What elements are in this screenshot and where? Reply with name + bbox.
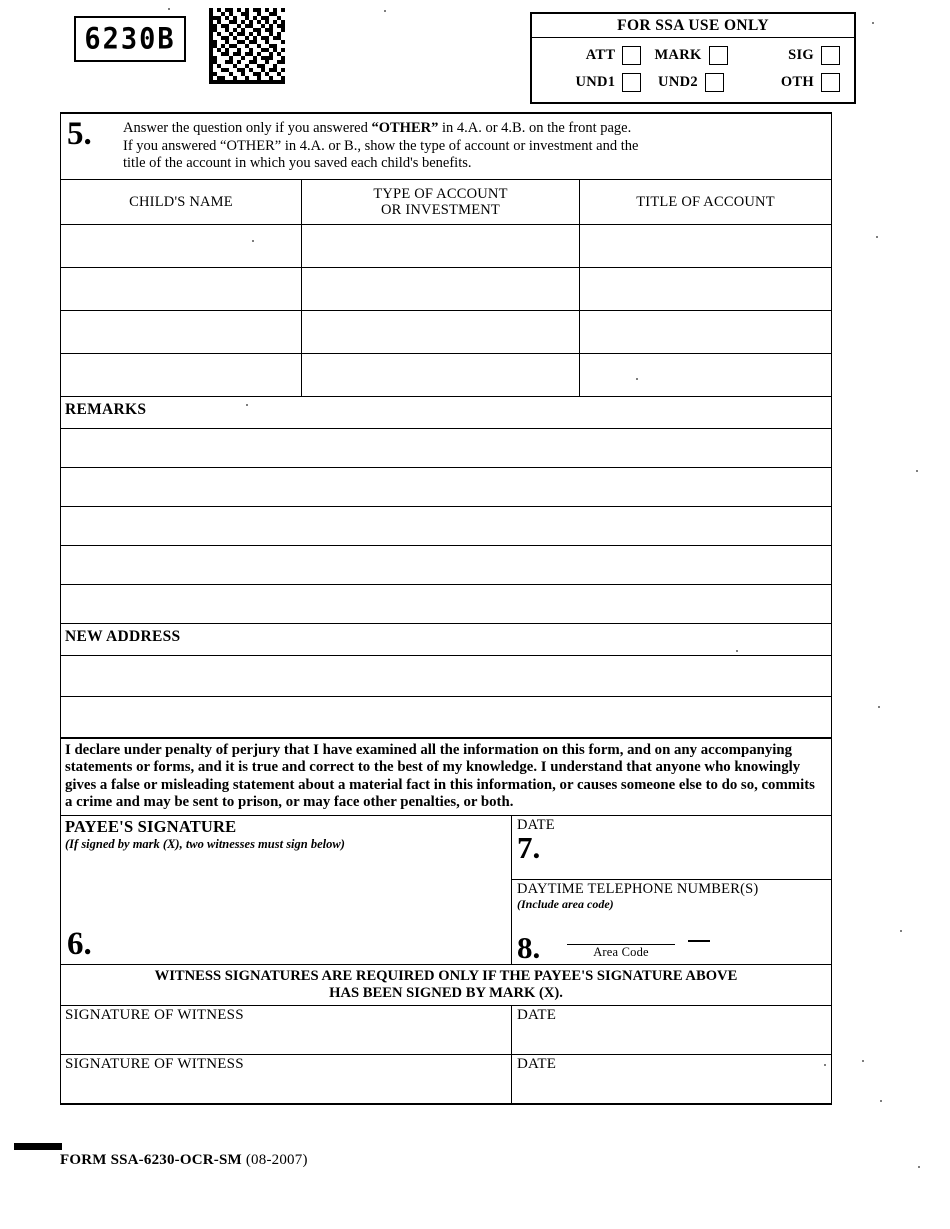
ssa-checkbox-grid <box>532 38 854 98</box>
footer-black-bar <box>14 1143 62 1150</box>
witness-date-label: DATE <box>517 1006 557 1023</box>
witness-date-cell[interactable] <box>511 1055 831 1103</box>
checkbox-icon[interactable] <box>821 46 840 65</box>
telephone-cell[interactable] <box>512 880 831 964</box>
scan-speckle <box>168 8 170 10</box>
new-address-section-header <box>61 624 831 656</box>
new-address-line[interactable] <box>61 697 831 739</box>
new-address-line[interactable] <box>61 656 831 697</box>
date-and-phone-column <box>511 816 831 964</box>
scan-speckle <box>636 378 638 380</box>
scan-speckle <box>736 650 738 652</box>
ssa-use-only-title: FOR SSA USE ONLY <box>532 14 854 38</box>
column-header-title-of-account: TITLE OF ACCOUNT <box>579 180 831 224</box>
witness-requirement-note <box>61 965 831 1005</box>
scan-speckle <box>246 404 248 406</box>
scan-speckle <box>824 1064 826 1066</box>
payee-signature-label: PAYEE'S SIGNATURE <box>65 817 237 837</box>
scan-speckle <box>878 706 880 708</box>
item-5-line-2: If you answered “OTHER” in 4.A. or B., show the type of account or investment and the <box>123 137 639 154</box>
witness-date-cell[interactable] <box>511 1006 831 1054</box>
cell-type-of-account[interactable] <box>301 268 579 310</box>
form-revision-date: (08-2007) <box>241 1152 308 1168</box>
ssa-checkbox-sig[interactable] <box>741 46 844 65</box>
item-5-line-3: title of the account in which you saved each child's benefits. <box>123 155 472 172</box>
cell-title-of-account[interactable] <box>579 268 831 310</box>
accounts-table <box>61 180 831 397</box>
payee-signature-cell[interactable] <box>61 816 511 964</box>
phone-dash-separator <box>688 940 710 942</box>
ssa-checkbox-mark-label: MARK <box>654 47 702 63</box>
witness-row <box>61 1055 831 1105</box>
witness-signature-label: SIGNATURE OF WITNESS <box>65 1055 244 1072</box>
ssa-checkbox-att[interactable] <box>542 46 641 65</box>
remarks-line[interactable] <box>61 585 831 624</box>
witness-row <box>61 1006 831 1055</box>
witness-signature-cell[interactable] <box>61 1006 511 1054</box>
form-code-box <box>74 16 186 62</box>
form-code-text: 6230B <box>84 22 176 56</box>
item-6-number: 6. <box>67 925 92 962</box>
ssa-checkbox-und1[interactable] <box>542 73 641 92</box>
declaration-paragraph: I declare under penalty of perjury that I have examined all the information on this form, and on any accompanying statements or forms, and it is true and correct to the best of my knowledge. I understand that anyone who knowingly gives a false or misleading statement about a material fact in this information, or causes someone else to do so, commits a crime and may be sent to prison, or may face other penalties, or both. <box>61 739 831 816</box>
item-5-line-1: Answer the question only if you answered “OTHER” in 4.A. or 4.B. on the front page. <box>123 120 632 136</box>
witness-signature-cell[interactable] <box>61 1055 511 1103</box>
ssa-checkbox-und2[interactable] <box>641 73 740 92</box>
checkbox-icon[interactable] <box>709 46 728 65</box>
date-label: DATE <box>517 817 555 834</box>
table-row[interactable] <box>61 225 831 268</box>
remarks-section-header <box>61 397 831 429</box>
cell-title-of-account[interactable] <box>579 225 831 267</box>
witness-note-line-2: HAS BEEN SIGNED BY MARK (X). <box>329 984 563 1001</box>
column-header-type-of-account <box>301 180 579 224</box>
scan-speckle <box>918 1166 920 1168</box>
form-number: FORM SSA-6230-OCR-SM <box>60 1152 242 1168</box>
accounts-table-header <box>61 180 831 225</box>
remarks-line[interactable] <box>61 468 831 507</box>
cell-childs-name[interactable] <box>61 311 301 353</box>
item-5-instructions <box>61 114 831 180</box>
item-8-number: 8. <box>517 930 541 966</box>
remarks-line[interactable] <box>61 429 831 468</box>
item-7-number: 7. <box>517 830 541 866</box>
cell-childs-name[interactable] <box>61 354 301 396</box>
scan-speckle <box>876 236 878 238</box>
ssa-checkbox-row <box>542 42 844 69</box>
item-5-number: 5. <box>67 116 92 152</box>
checkbox-icon[interactable] <box>622 73 641 92</box>
ssa-checkbox-sig-label: SIG <box>788 47 814 63</box>
scan-speckle <box>880 1100 882 1102</box>
item-5-text <box>123 119 646 173</box>
ssa-checkbox-mark[interactable] <box>641 46 740 65</box>
telephone-label: DAYTIME TELEPHONE NUMBER(S) <box>517 881 759 898</box>
scan-speckle <box>252 240 254 242</box>
ssa-checkbox-oth[interactable] <box>741 73 844 92</box>
ssa-use-only-box <box>530 12 856 104</box>
column-header-type-line-2: OR INVESTMENT <box>380 202 500 219</box>
scan-speckle <box>862 1060 864 1062</box>
checkbox-icon[interactable] <box>821 73 840 92</box>
ssa-checkbox-und2-label: UND2 <box>658 74 698 90</box>
new-address-label: NEW ADDRESS <box>65 628 181 646</box>
cell-title-of-account[interactable] <box>579 354 831 396</box>
cell-type-of-account[interactable] <box>301 311 579 353</box>
ssa-checkbox-row <box>542 69 844 96</box>
cell-type-of-account[interactable] <box>301 225 579 267</box>
ssa-checkbox-att-label: ATT <box>585 47 616 63</box>
telephone-note: (Include area code) <box>517 897 614 912</box>
form-footer <box>60 1152 308 1169</box>
area-code-field[interactable] <box>567 944 675 961</box>
area-code-label: Area Code <box>593 944 649 959</box>
scan-speckle <box>872 22 874 24</box>
datamatrix-barcode-icon <box>209 8 285 84</box>
table-row[interactable] <box>61 268 831 311</box>
signature-block <box>61 816 831 965</box>
date-cell[interactable] <box>512 816 831 880</box>
cell-childs-name[interactable] <box>61 225 301 267</box>
table-row[interactable] <box>61 354 831 397</box>
checkbox-icon[interactable] <box>622 46 641 65</box>
ssa-checkbox-und1-label: UND1 <box>575 74 616 90</box>
scan-speckle <box>916 470 918 472</box>
scan-speckle <box>384 10 386 12</box>
ssa-checkbox-oth-label: OTH <box>780 74 814 90</box>
witness-date-label: DATE <box>517 1055 557 1072</box>
witness-signature-label: SIGNATURE OF WITNESS <box>65 1006 244 1023</box>
payee-signature-note: (If signed by mark (X), two witnesses must sign below) <box>65 837 345 852</box>
remarks-line[interactable] <box>61 507 831 546</box>
cell-childs-name[interactable] <box>61 268 301 310</box>
scan-speckle <box>900 930 902 932</box>
witness-note-line-1: WITNESS SIGNATURES ARE REQUIRED ONLY IF THE PAYEE'S SIGNATURE ABOVE <box>154 968 738 985</box>
table-row[interactable] <box>61 311 831 354</box>
checkbox-icon[interactable] <box>705 73 724 92</box>
cell-title-of-account[interactable] <box>579 311 831 353</box>
column-header-childs-name: CHILD'S NAME <box>129 193 233 210</box>
column-header-type-line-1: TYPE OF ACCOUNT <box>373 185 508 202</box>
remarks-line[interactable] <box>61 546 831 585</box>
remarks-label: REMARKS <box>65 401 147 419</box>
cell-type-of-account[interactable] <box>301 354 579 396</box>
form-body-frame <box>60 112 832 1105</box>
